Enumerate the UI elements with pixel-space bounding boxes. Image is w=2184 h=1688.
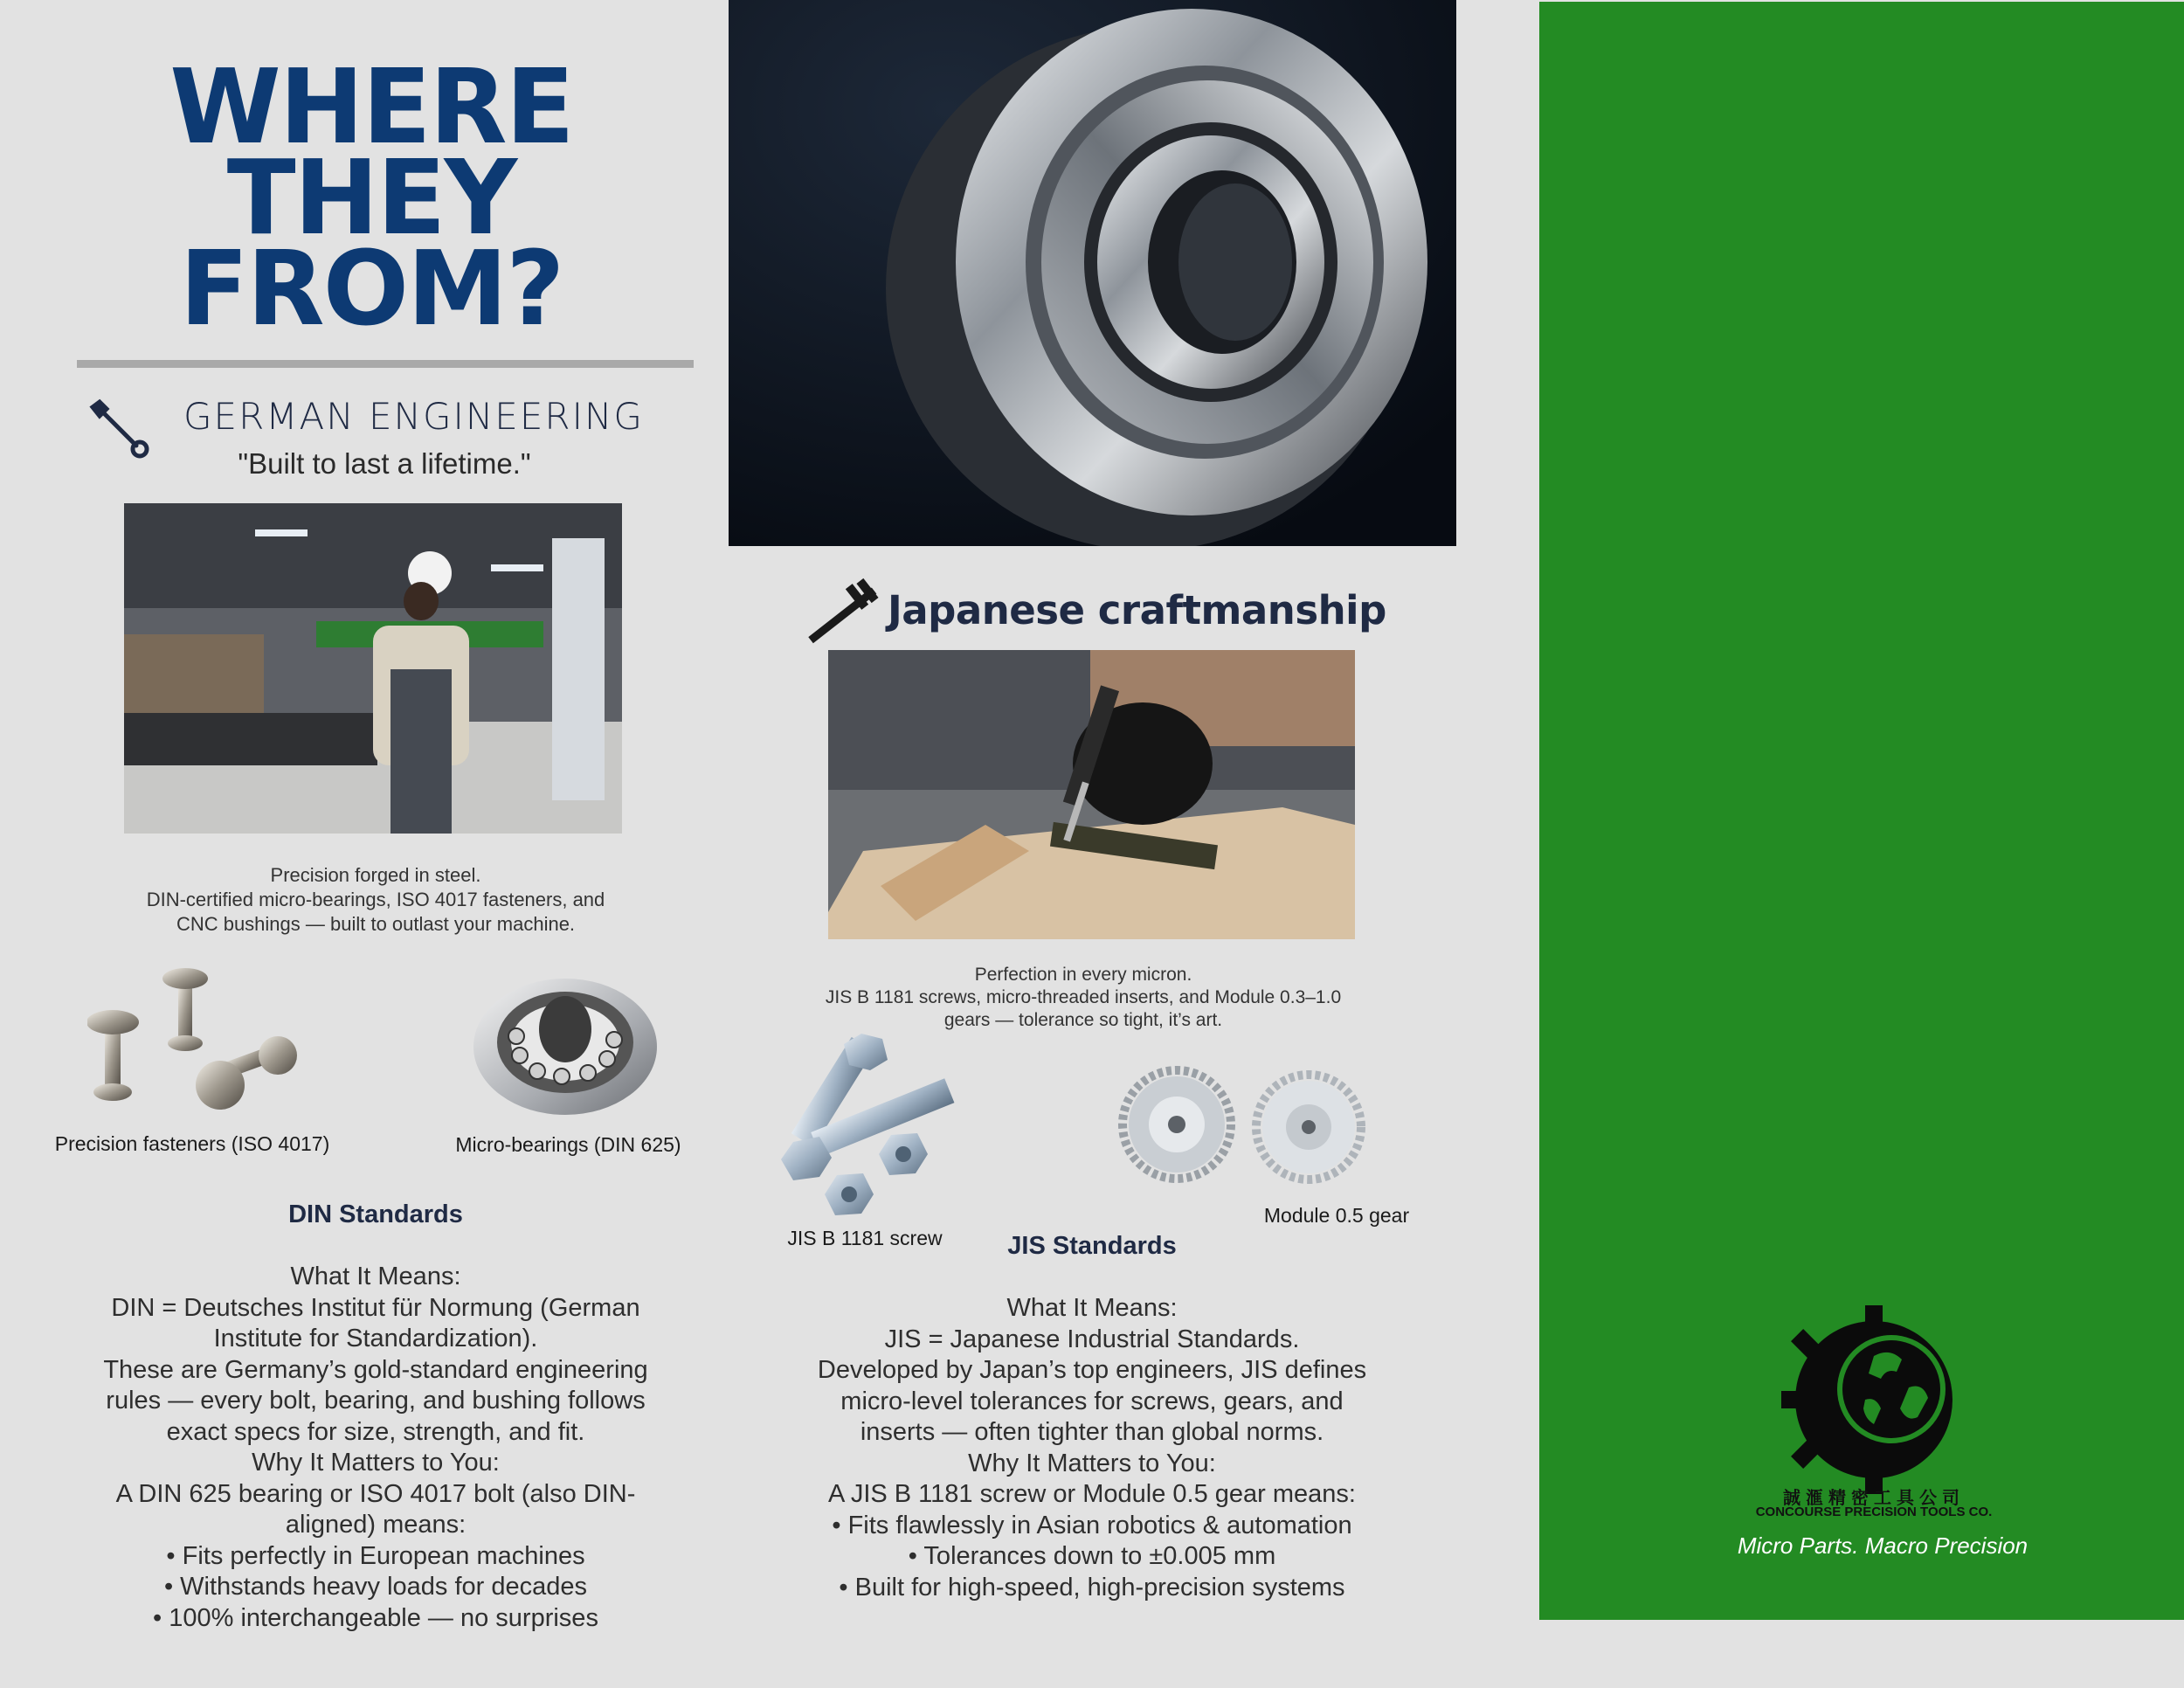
jis-line: Developed by Japan’s top engineers, JIS defines	[817, 1356, 1367, 1384]
japanese-craft-photo	[828, 650, 1355, 939]
german-heading: GERMAN ENGINEERING	[183, 395, 644, 438]
japan-desc-line: gears — tolerance so tight, it’s art.	[943, 1010, 1223, 1030]
din-line: rules — every bolt, bearing, and bushing follows	[106, 1387, 646, 1415]
micro-bearing-caption: Micro-bearings (DIN 625)	[455, 1133, 681, 1156]
page-title	[136, 46, 607, 349]
micro-bearing-image	[467, 959, 664, 1121]
fasteners-image	[87, 961, 301, 1123]
caliper-icon	[797, 577, 884, 652]
japanese-heading: Japanese craftmanship	[888, 587, 1386, 633]
german-worker-photo	[124, 503, 622, 834]
jis-line: • Tolerances down to ±0.005 mm	[908, 1542, 1276, 1570]
title-line-1: WHERE	[169, 46, 573, 167]
german-quote: "Built to last a lifetime."	[238, 447, 531, 480]
din-standards-title: DIN Standards	[288, 1200, 463, 1228]
din-line: Why It Matters to You:	[252, 1449, 500, 1477]
globe-gear-logo	[1778, 1302, 1970, 1494]
din-line: DIN = Deutsches Institut für Normung (German	[111, 1293, 640, 1322]
jis-line: Why It Matters to You:	[968, 1449, 1216, 1477]
din-line: What It Means:	[290, 1263, 461, 1290]
fasteners-caption: Precision fasteners (ISO 4017)	[54, 1132, 330, 1155]
japan-desc-line: Perfection in every micron.	[974, 965, 1192, 985]
jis-line: What It Means:	[1006, 1294, 1178, 1322]
jis-line: A JIS B 1181 screw or Module 0.5 gear means:	[828, 1480, 1356, 1508]
din-standards-body	[79, 1262, 673, 1634]
company-name-english: CONCOURSE PRECISION TOOLS CO.	[1755, 1505, 1993, 1519]
gear-image	[1252, 1070, 1365, 1184]
din-line: These are Germany’s gold-standard engineering	[103, 1355, 648, 1384]
jis-line: • Fits flawlessly in Asian robotics & automation	[832, 1511, 1352, 1539]
title-line-3: FROM?	[179, 228, 563, 349]
screw-caption: JIS B 1181 screw	[787, 1227, 943, 1249]
din-line: aligned) means:	[285, 1511, 467, 1539]
german-description	[87, 863, 664, 937]
german-desc-line: CNC bushings — built to outlast your machine.	[176, 913, 576, 935]
jis-line: JIS = Japanese Industrial Standards.	[884, 1325, 1300, 1353]
screw-image	[758, 1027, 961, 1223]
title-line-2: THEY	[226, 137, 516, 258]
japan-desc-line: JIS B 1181 screws, micro-threaded inserts, and Module 0.3–1.0	[825, 987, 1342, 1007]
din-line: Institute for Standardization).	[213, 1325, 538, 1352]
gear-image	[1118, 1066, 1236, 1184]
brand-tagline: Micro Parts. Macro Precision	[1737, 1532, 2028, 1559]
japanese-description	[786, 964, 1380, 1032]
din-line: • Fits perfectly in European machines	[166, 1541, 585, 1570]
bearing-hero-photo	[729, 0, 1456, 546]
jis-line: • Built for high-speed, high-precision systems	[839, 1573, 1345, 1602]
din-line: A DIN 625 bearing or ISO 4017 bolt (also DIN-	[115, 1479, 636, 1508]
gear-caption: Module 0.5 gear	[1263, 1204, 1410, 1227]
jis-standards-body	[786, 1293, 1398, 1603]
jis-line: micro-level tolerances for screws, gears, and	[840, 1387, 1344, 1415]
german-desc-line: Precision forged in steel.	[270, 864, 481, 886]
din-line: exact specs for size, strength, and fit.	[166, 1417, 585, 1446]
din-line: • 100% interchangeable — no surprises	[153, 1603, 598, 1632]
german-desc-line: DIN-certified micro-bearings, ISO 4017 fasteners, and	[146, 889, 605, 910]
din-line: • Withstands heavy loads for decades	[163, 1573, 588, 1601]
jis-standards-title: JIS Standards	[1007, 1232, 1177, 1260]
company-name-chinese: 誠滙精密工具公司	[1783, 1489, 1965, 1508]
title-divider	[77, 360, 694, 368]
jis-line: inserts — often tighter than global norms.	[860, 1418, 1324, 1446]
